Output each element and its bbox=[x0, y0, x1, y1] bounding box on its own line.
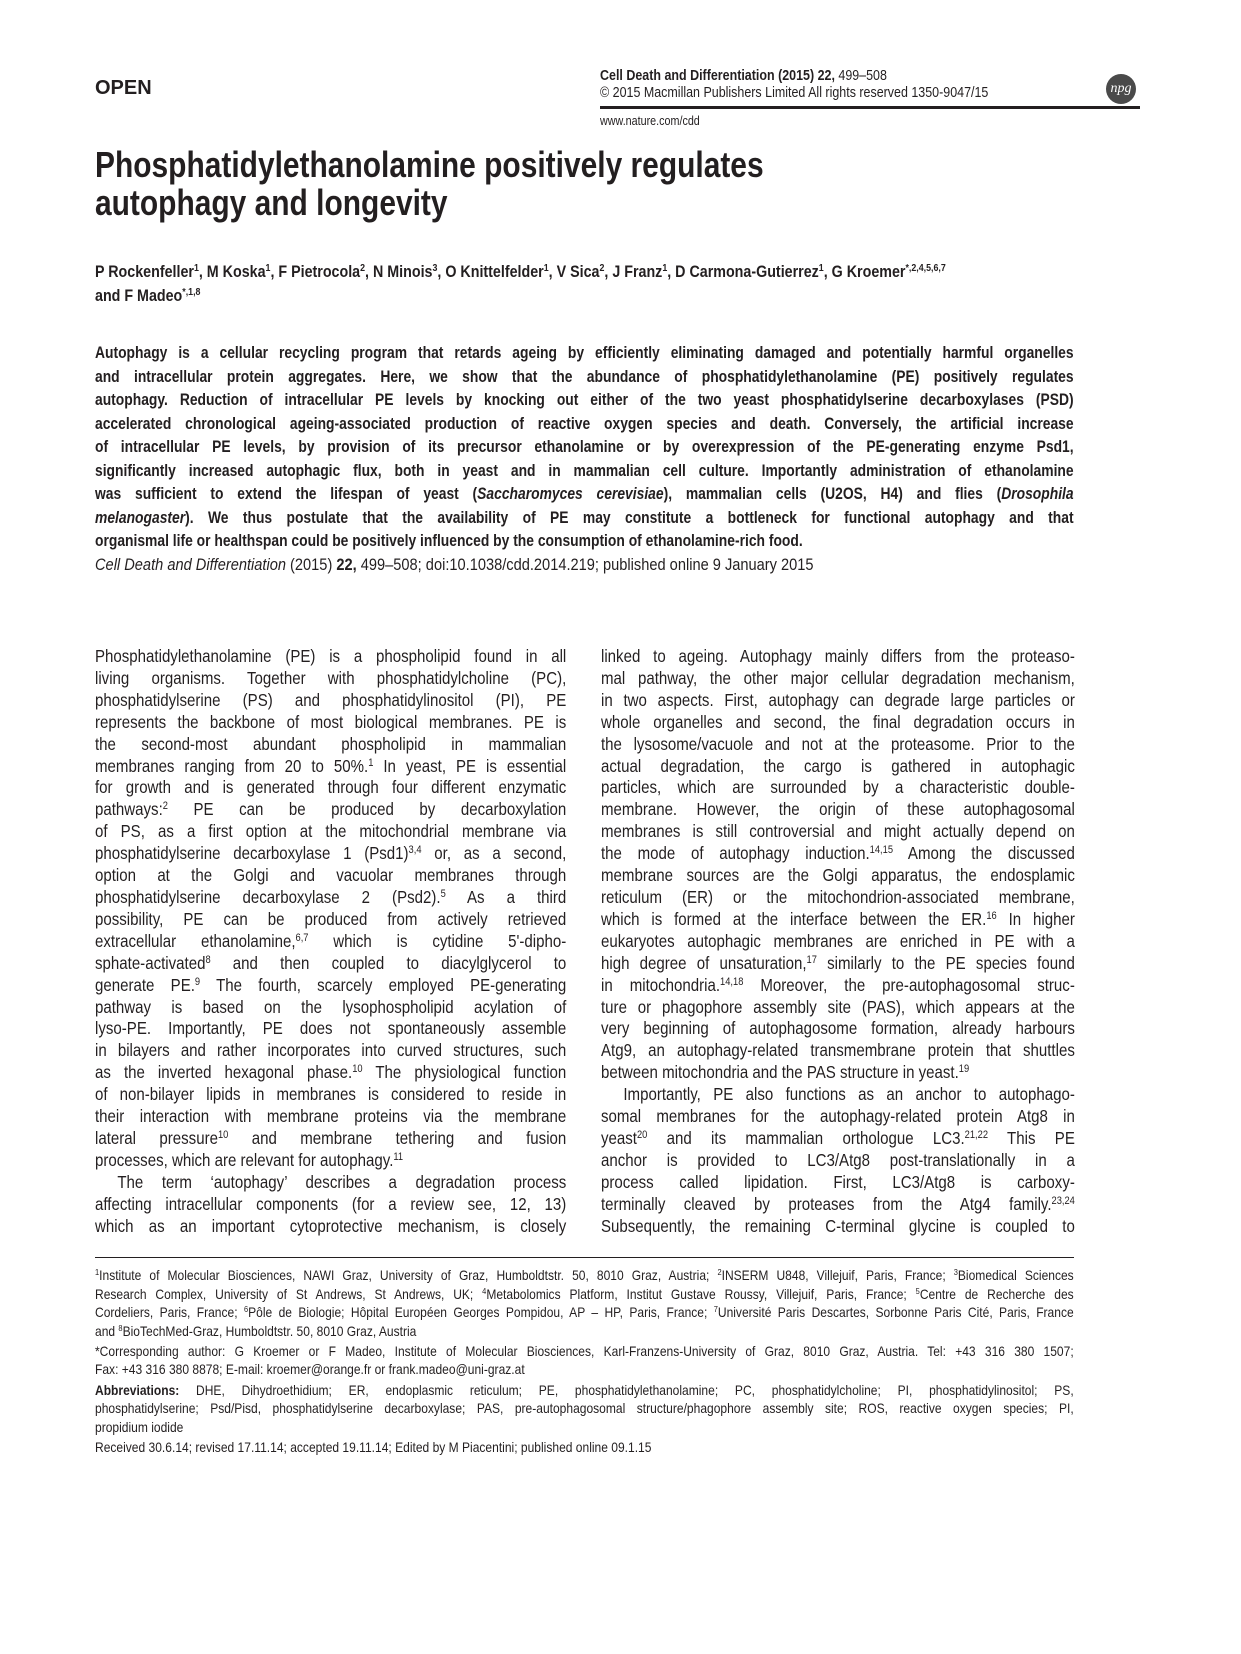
text-line bbox=[95, 1438, 1074, 1457]
superscript-reference: 3 bbox=[953, 1267, 958, 1278]
superscript-reference: 1 bbox=[543, 262, 549, 275]
text-segment: of intracellular PE levels, by provision of its precursor ethanolamine or by overexpression of the PE-generating enzyme Psd1, bbox=[95, 438, 1074, 456]
superscript-reference: 1 bbox=[95, 1267, 100, 1278]
superscript-reference: 2 bbox=[599, 262, 605, 275]
superscript-reference: 14,18 bbox=[720, 975, 744, 988]
text-segment: represents the backbone of most biological membranes. PE is bbox=[95, 711, 567, 732]
text-line bbox=[95, 756, 566, 778]
text-segment: Université Paris Descartes, Sorbonne Paris Cité, Paris, France bbox=[717, 1304, 1074, 1321]
text-segment: ), mammalian cells (U2OS, H4) and flies ( bbox=[663, 485, 1002, 503]
npg-logo: npg bbox=[1106, 74, 1136, 104]
text-segment: or, as a second, bbox=[421, 843, 567, 864]
text-segment: affecting intracellular components (for a review see, 12, 13) bbox=[95, 1193, 567, 1214]
copyright-line: © 2015 Macmillan Publishers Limited All rights reserved 1350-9047/15 bbox=[600, 85, 989, 101]
text-segment: the second-most abundant phospholipid in mammalian bbox=[95, 733, 567, 754]
bold-text: Abbreviations: bbox=[95, 1381, 180, 1398]
text-segment: eukaryotes autophagic membranes are enriched in PE with a bbox=[601, 930, 1075, 951]
superscript-reference: 16 bbox=[986, 909, 997, 922]
text-line bbox=[95, 1322, 1074, 1341]
text-line bbox=[601, 777, 1075, 799]
text-segment: In higher bbox=[996, 908, 1075, 929]
text-segment: mal pathway, the other major cellular degradation mechanism, bbox=[601, 667, 1075, 688]
text-segment: Institute of Molecular Biosciences, NAWI Graz, University of Graz, Humboldtstr. 50, 8010 Graz, Austria; bbox=[99, 1267, 718, 1283]
superscript-reference: 8 bbox=[205, 953, 211, 966]
text-segment: propidium iodide bbox=[95, 1418, 184, 1435]
text-line bbox=[95, 1084, 566, 1106]
text-segment: membrane. However, the origin of these autophagosomal bbox=[601, 799, 1075, 820]
bold-text: 22, bbox=[336, 555, 357, 574]
text-line bbox=[601, 1194, 1075, 1216]
text-segment: the lysosome/vacuole and not at the proteasome. Prior to the bbox=[601, 733, 1075, 754]
text-segment: membrane sources are the Golgi apparatus, the endosplamic bbox=[601, 865, 1075, 886]
text-segment: anchor is provided to LC3/Atg8 post-translationally in a bbox=[601, 1149, 1075, 1170]
text-line bbox=[601, 931, 1075, 953]
text-segment: , M Koska bbox=[198, 262, 266, 281]
text-segment: , G Kroemer bbox=[823, 262, 906, 281]
text-segment: which is formed at the interface between the ER. bbox=[601, 908, 987, 929]
text-line bbox=[95, 413, 1074, 437]
superscript-reference: 1 bbox=[265, 262, 271, 275]
text-line bbox=[95, 507, 1074, 531]
text-segment: membranes is still controversial and might actually depend on bbox=[601, 821, 1075, 842]
text-segment: sphate-activated bbox=[95, 952, 206, 973]
text-segment: which as an important cytoprotective mechanism, is closely bbox=[95, 1215, 567, 1236]
text-line bbox=[601, 690, 1075, 712]
superscript-reference: 7 bbox=[713, 1304, 718, 1315]
article-title bbox=[95, 146, 1079, 222]
text-segment: , D Carmona-Gutierrez bbox=[667, 262, 819, 281]
text-segment: and its mammalian orthologue LC3. bbox=[647, 1127, 965, 1148]
open-access-label: OPEN bbox=[95, 77, 152, 99]
author-list bbox=[95, 260, 1103, 308]
superscript-reference: 23,24 bbox=[1051, 1194, 1075, 1207]
text-segment: which is cytidine 5'-dipho- bbox=[308, 930, 567, 951]
body-column-right bbox=[601, 646, 1075, 1237]
text-segment: accelerated chronological ageing-associated production of reactive oxygen species and death. Conversely, the artificial increase bbox=[95, 414, 1074, 433]
text-segment: ). We thus postulate that the availability of PE may constitute a bottleneck for functional autophagy and that bbox=[185, 508, 1074, 527]
text-line bbox=[95, 260, 1103, 284]
text-segment: particles, which are surrounded by a characteristic double- bbox=[601, 777, 1075, 798]
text-segment: linked to ageing. Autophagy mainly differs from the proteaso- bbox=[601, 646, 1075, 666]
text-segment: actual degradation, the cargo is gathered in autophagic bbox=[601, 755, 1075, 776]
italic-text: Cell Death and Differentiation bbox=[95, 555, 286, 574]
text-segment: option at the Golgi and vacuolar membranes through bbox=[95, 865, 567, 886]
italic-text: Saccharomyces cerevisiae bbox=[477, 485, 664, 503]
journal-url-link[interactable]: www.nature.com/cdd bbox=[600, 114, 700, 128]
superscript-reference: 5 bbox=[440, 888, 446, 901]
text-line bbox=[95, 530, 1074, 554]
text-segment: whole organelles and second, the final degradation occurs in bbox=[601, 711, 1075, 732]
text-segment: BioTechMed-Graz, Humboldtstr. 50, 8010 Graz, Austria bbox=[122, 1322, 417, 1339]
text-line bbox=[601, 821, 1075, 843]
text-segment: and intracellular protein aggregates. Here, we show that the abundance of phosphatidylethanolamine (PE) positively regulates bbox=[95, 367, 1074, 386]
text-line bbox=[95, 1285, 1074, 1304]
text-segment: Received 30.6.14; revised 17.11.14; accepted 19.11.14; Edited by M Piacentini; published online 09.1.15 bbox=[95, 1438, 652, 1455]
text-segment: somal membranes for the autophagy-related protein Atg8 in bbox=[601, 1106, 1075, 1127]
text-segment: for growth and is generated through four different enzymatic bbox=[95, 777, 567, 798]
text-segment: , N Minois bbox=[365, 262, 433, 281]
text-segment: in mitochondria. bbox=[601, 974, 721, 995]
text-segment: The fourth, scarcely employed PE-generating bbox=[200, 974, 567, 995]
italic-text: melanogaster bbox=[95, 508, 186, 527]
body-column-left bbox=[95, 646, 566, 1237]
text-segment: and bbox=[95, 1322, 119, 1339]
text-line bbox=[95, 909, 566, 931]
text-segment: as the inverted hexagonal phase. bbox=[95, 1062, 353, 1083]
text-segment: lyso-PE. Importantly, PE does not spontaneously assemble bbox=[95, 1018, 567, 1039]
text-segment: and membrane tethering and fusion bbox=[228, 1127, 567, 1148]
journal-header bbox=[600, 68, 988, 102]
text-line bbox=[95, 1172, 566, 1194]
superscript-reference: 9 bbox=[194, 975, 201, 988]
corresponding-author bbox=[95, 1342, 1074, 1379]
text-line bbox=[95, 777, 566, 799]
text-segment: autophagy. Reduction of intracellular PE levels by knocking out either of the two yeast phosphatidylserine decarboxylases (PSD) bbox=[95, 391, 1074, 409]
superscript-reference: 19 bbox=[958, 1063, 970, 1076]
text-segment: living organisms. Together with phosphatidylcholine (PC), bbox=[95, 667, 567, 688]
text-line bbox=[95, 997, 566, 1019]
text-segment: In yeast, PE is essential bbox=[373, 755, 567, 776]
text-segment: pathways: bbox=[95, 799, 163, 820]
received-dates bbox=[95, 1438, 1074, 1457]
text-line bbox=[95, 953, 566, 975]
text-line bbox=[601, 997, 1075, 1019]
text-line bbox=[601, 712, 1075, 734]
text-line bbox=[95, 975, 566, 997]
text-segment: Importantly, PE also functions as an anchor to autophago- bbox=[623, 1084, 1075, 1105]
journal-citation bbox=[600, 68, 988, 85]
text-segment: Moreover, the pre-autophagosomal struc- bbox=[743, 974, 1075, 995]
text-line bbox=[95, 342, 1074, 366]
abstract bbox=[95, 342, 1074, 554]
affiliations bbox=[95, 1266, 1074, 1340]
citation-line bbox=[95, 555, 814, 575]
superscript-reference: 10 bbox=[217, 1128, 229, 1141]
text-segment: possibility, PE can be produced from actively retrieved bbox=[95, 908, 567, 929]
title-line: Phosphatidylethanolamine positively regulates bbox=[95, 144, 764, 185]
text-segment: was sufficient to extend the lifespan of yeast ( bbox=[95, 485, 478, 503]
text-segment: processes, which are relevant for autophagy. bbox=[95, 1149, 394, 1170]
superscript-reference: 20 bbox=[636, 1128, 648, 1141]
text-line bbox=[95, 1040, 566, 1062]
text-segment: Phosphatidylethanolamine (PE) is a phospholipid found in all bbox=[95, 646, 567, 666]
text-segment: As a third bbox=[445, 886, 567, 907]
text-segment: Autophagy is a cellular recycling program that retards ageing by efficiently eliminating damaged and potentially harmful organelles bbox=[95, 344, 1074, 362]
text-line bbox=[601, 887, 1075, 909]
footnote-rule bbox=[95, 1257, 1074, 1258]
text-segment: ture or phagophore assembly site (PAS), which appears at the bbox=[601, 996, 1075, 1017]
superscript-reference: 2 bbox=[162, 800, 168, 813]
superscript-reference: 1 bbox=[818, 262, 824, 275]
text-line bbox=[601, 1150, 1075, 1172]
text-segment: *Corresponding author: G Kroemer or F Madeo, Institute of Molecular Biosciences, Karl-Franzens-University of Graz, 8010 Graz, Austria. Tel: +43 316 380 1507; bbox=[95, 1342, 1074, 1359]
text-segment: lateral pressure bbox=[95, 1127, 218, 1148]
text-line bbox=[95, 1342, 1074, 1361]
text-line bbox=[95, 366, 1074, 390]
text-line bbox=[601, 1216, 1075, 1238]
text-line bbox=[95, 1399, 1074, 1418]
text-segment: The physiological function bbox=[362, 1062, 567, 1083]
text-segment: in two aspects. First, autophagy can degrade large particles or bbox=[601, 689, 1075, 710]
superscript-reference: 17 bbox=[806, 953, 817, 966]
bold-text: Cell Death and Differentiation (2015) 22, bbox=[600, 68, 835, 84]
text-segment: Centre de Recherche des bbox=[919, 1285, 1074, 1302]
text-segment: terminally cleaved by proteases from the Atg4 family. bbox=[601, 1193, 1052, 1214]
text-segment: PE can be produced by decarboxylation bbox=[167, 799, 567, 820]
text-segment: of PS, as a first option at the mitochondrial membrane via bbox=[95, 821, 567, 842]
superscript-reference: 2 bbox=[717, 1267, 722, 1278]
text-line bbox=[601, 1084, 1075, 1106]
superscript-reference: 1 bbox=[193, 262, 199, 275]
text-line bbox=[601, 734, 1075, 756]
text-segment: reticulum (ER) or the mitochondrion-associated membrane, bbox=[601, 886, 1075, 907]
text-segment: INSERM U848, Villejuif, Paris, France; bbox=[721, 1267, 954, 1283]
text-segment: process called lipidation. First, LC3/Atg8 is carboxy- bbox=[601, 1171, 1075, 1192]
text-line bbox=[601, 865, 1075, 887]
text-segment: Atg9, an autophagy-related transmembrane protein that shuttles bbox=[601, 1040, 1075, 1061]
text-segment: Biomedical Sciences bbox=[957, 1267, 1074, 1283]
text-line bbox=[95, 821, 566, 843]
text-line bbox=[601, 756, 1075, 778]
superscript-reference: 14,15 bbox=[869, 844, 894, 857]
text-line bbox=[601, 1018, 1075, 1040]
text-segment: membranes ranging from 20 to 50%. bbox=[95, 755, 369, 776]
text-segment: , V Sica bbox=[548, 262, 600, 281]
text-segment: phosphatidylserine decarboxylase 1 (Psd1) bbox=[95, 843, 409, 864]
text-segment: 499–508; doi:10.1038/cdd.2014.219; published online 9 January 2015 bbox=[356, 555, 814, 574]
text-segment: and F Madeo bbox=[95, 286, 183, 305]
header-rule bbox=[600, 106, 1140, 109]
text-line bbox=[95, 887, 566, 909]
text-line bbox=[95, 690, 566, 712]
text-segment: generate PE. bbox=[95, 974, 195, 995]
text-line bbox=[601, 799, 1075, 821]
text-line bbox=[95, 931, 566, 953]
text-segment: Subsequently, the remaining C-terminal glycine is coupled to bbox=[601, 1215, 1075, 1236]
text-line bbox=[601, 953, 1075, 975]
superscript-reference: 6 bbox=[243, 1304, 249, 1315]
text-segment: phosphatidylserine; Psd/Pisd, phosphatidylserine decarboxylase; PAS, pre-autophagosomal structure/phagophore assembly site; ROS, reactive oxygen species; PI, bbox=[95, 1400, 1074, 1417]
superscript-reference: 5 bbox=[915, 1285, 920, 1296]
text-line bbox=[95, 460, 1074, 484]
text-segment: and then coupled to diacylglycerol to bbox=[210, 952, 567, 973]
superscript-reference: 1 bbox=[662, 262, 668, 275]
footnotes bbox=[95, 1266, 1074, 1456]
text-segment: Research Complex, University of St Andrews, St Andrews, UK; bbox=[95, 1285, 483, 1302]
text-line bbox=[95, 1062, 566, 1084]
text-segment: yeast bbox=[601, 1127, 637, 1148]
text-line bbox=[601, 843, 1075, 865]
text-line bbox=[95, 389, 1074, 413]
text-line bbox=[95, 1128, 566, 1150]
text-line bbox=[95, 1150, 566, 1172]
text-segment: Metabolomics Platform, Institut Gustave Roussy, Villejuif, Paris, France; bbox=[486, 1285, 916, 1302]
text-line bbox=[601, 646, 1075, 668]
text-line bbox=[95, 1194, 566, 1216]
superscript-reference: 11 bbox=[393, 1150, 404, 1163]
text-segment: in bilayers and rather incorporates into curved structures, such bbox=[95, 1040, 567, 1061]
superscript-reference: 1 bbox=[368, 756, 374, 769]
text-line bbox=[95, 799, 566, 821]
text-line bbox=[95, 1266, 1074, 1285]
text-segment: (2015) bbox=[285, 555, 337, 574]
text-segment: extracellular ethanolamine, bbox=[95, 930, 296, 951]
text-segment: of non-bilayer lipids in membranes is considered to reside in bbox=[95, 1084, 567, 1105]
superscript-reference: 21,22 bbox=[964, 1128, 989, 1141]
superscript-reference: 3,4 bbox=[408, 844, 422, 857]
text-segment: phosphatidylserine decarboxylase 2 (Psd2). bbox=[95, 886, 441, 907]
text-segment: Fax: +43 316 380 8878; E-mail: kroemer@orange.fr or frank.madeo@uni-graz.at bbox=[95, 1361, 525, 1378]
text-line bbox=[95, 843, 566, 865]
text-segment: phosphatidylserine (PS) and phosphatidylinositol (PI), PE bbox=[95, 689, 567, 710]
text-line bbox=[601, 1062, 1075, 1084]
text-segment: organismal life or healthspan could be positively influenced by the consumption of ethanolamine-rich food. bbox=[95, 532, 803, 550]
superscript-reference: 2 bbox=[360, 262, 366, 275]
text-segment: P Rockenfeller bbox=[95, 262, 194, 281]
abbreviations bbox=[95, 1381, 1074, 1437]
text-line bbox=[95, 284, 1103, 308]
text-line bbox=[95, 1381, 1074, 1400]
text-line bbox=[601, 975, 1075, 997]
text-line bbox=[601, 1040, 1075, 1062]
text-segment: DHE, Dihydroethidium; ER, endoplasmic reticulum; PE, phosphatidylethanolamine; PC, phosphatidylcholine; PI, phosphatidylinositol; PS, bbox=[179, 1381, 1074, 1398]
text-line bbox=[95, 1418, 1074, 1437]
text-line bbox=[95, 1018, 566, 1040]
superscript-reference: 4 bbox=[482, 1285, 487, 1296]
text-line bbox=[601, 668, 1075, 690]
superscript-reference: 6,7 bbox=[295, 931, 309, 944]
text-segment: their interaction with membrane proteins via the membrane bbox=[95, 1106, 567, 1127]
text-line bbox=[601, 909, 1075, 931]
text-segment: Pôle de Biologie; Hôpital Européen Georges Pompidou, AP – HP, Paris, France; bbox=[248, 1304, 714, 1321]
text-segment: similarly to the PE species found bbox=[816, 952, 1075, 973]
text-segment: The term ‘autophagy’ describes a degradation process bbox=[117, 1171, 567, 1192]
text-segment: , J Franz bbox=[604, 262, 663, 281]
text-line bbox=[95, 1303, 1074, 1322]
text-line bbox=[95, 1216, 566, 1238]
text-segment: high degree of unsaturation, bbox=[601, 952, 807, 973]
text-line bbox=[601, 1172, 1075, 1194]
text-line bbox=[95, 483, 1074, 507]
italic-text: Drosophila bbox=[1001, 485, 1074, 503]
text-line bbox=[95, 1106, 566, 1128]
text-line bbox=[601, 1128, 1075, 1150]
text-line bbox=[95, 1360, 1074, 1379]
text-segment: 499–508 bbox=[834, 68, 887, 84]
text-segment: Cordeliers, Paris, France; bbox=[95, 1304, 244, 1321]
text-line bbox=[95, 712, 566, 734]
text-segment: , F Pietrocola bbox=[270, 262, 361, 281]
title-line: autophagy and longevity bbox=[95, 182, 448, 223]
text-line bbox=[601, 1106, 1075, 1128]
superscript-reference: *,2,4,5,6,7 bbox=[905, 262, 946, 275]
text-segment: , O Knittelfelder bbox=[437, 262, 544, 281]
text-line bbox=[95, 668, 566, 690]
text-segment: the mode of autophagy induction. bbox=[601, 843, 870, 864]
text-line bbox=[95, 646, 566, 668]
superscript-reference: 3 bbox=[432, 262, 438, 275]
text-segment: very beginning of autophagosome formation, already harbours bbox=[601, 1018, 1075, 1039]
text-segment: pathway is based on the lysophospholipid acylation of bbox=[95, 996, 567, 1017]
text-segment: significantly increased autophagic flux, both in yeast and in mammalian cell culture. Importantly administration of ethanolamine bbox=[95, 461, 1074, 480]
text-line bbox=[95, 436, 1074, 460]
superscript-reference: *,1,8 bbox=[182, 286, 201, 299]
text-segment: This PE bbox=[988, 1127, 1075, 1148]
text-line bbox=[95, 865, 566, 887]
superscript-reference: 10 bbox=[352, 1063, 363, 1076]
superscript-reference: 8 bbox=[118, 1323, 123, 1334]
text-line bbox=[95, 734, 566, 756]
text-segment: Among the discussed bbox=[893, 843, 1075, 864]
text-segment: between mitochondria and the PAS structure in yeast. bbox=[601, 1062, 959, 1083]
